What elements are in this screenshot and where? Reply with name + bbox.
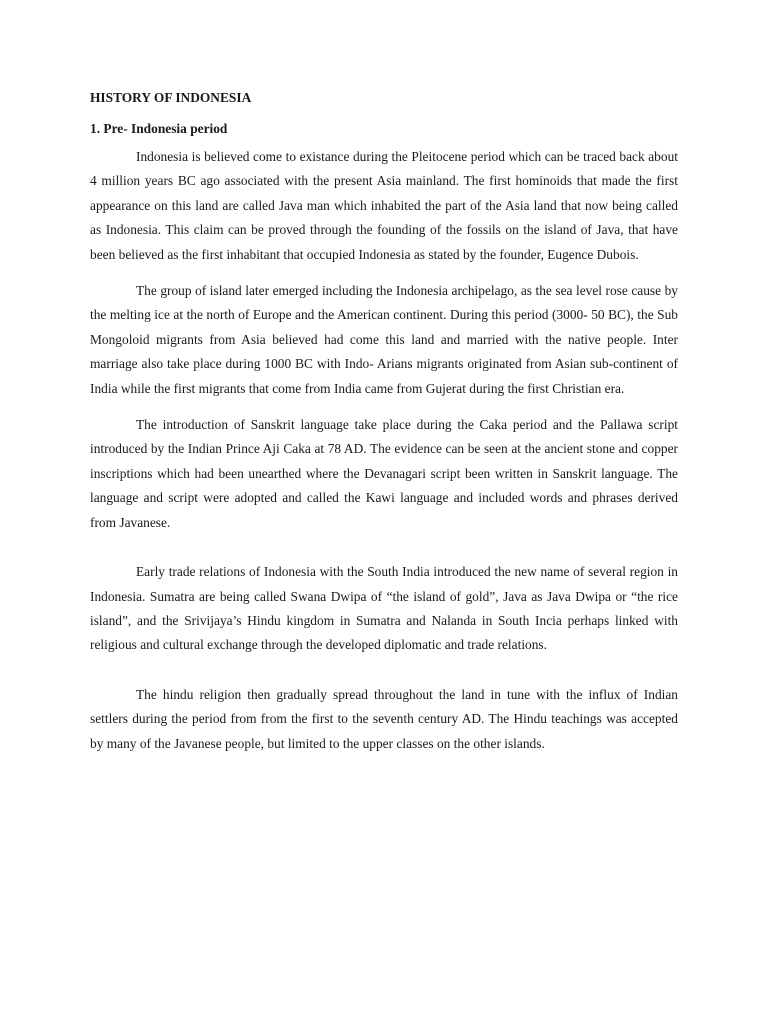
paragraph-hindu-religion: The hindu religion then gradually spread throughout the land in tune with the influx of Indian settlers during the period from from the first to the seventh century AD. The Hindu teachings was accepted by many of the Javanese people, but limited to the upper classes on the other islands. xyxy=(90,686,678,751)
paragraph-prehistory: Indonesia is believed come to existance during the Pleitocene period which can be traced back about 4 million years BC ago associated with the present Asia mainland. The first hominoids that made the first appearance on this land are called Java man which inhabited the part of the Asia land that now being called as Indonesia. This claim can be proved through the founding of the fossils on the island of Java, that have been believed as the first inhabitant that occupied Indonesia as stated by the founder, Eugence Dubois. xyxy=(90,149,678,262)
paragraph-trade-relations: Early trade relations of Indonesia with the South India introduced the new name of several region in Indonesia. Sumatra are being called Swana Dwipa of “the island of gold”, Java as Java Dwipa or “the rice island”, and the Srivijaya’s Hindu kingdom in Sumatra and Nalanda in South Incia perhaps linked with religious and cultural exchange through the developed diplomatic and trade relations. xyxy=(90,564,678,653)
section-heading: 1. Pre- Indonesia period xyxy=(90,121,228,136)
paragraph-migration: The group of island later emerged including the Indonesia archipelago, as the sea level rose cause by the melting ice at the north of Europe and the American continent. During this period (3000- 50 BC), the Sub Mongoloid migrants from Asia believed had come this land and married with the native people. Inter marriage also take place during 1000 BC with Indo- Arians migrants originated from Asian sub-continent of India while the first migrants that come from India came from Gujerat during the first Christian era. xyxy=(90,283,678,396)
document-body xyxy=(90,88,678,756)
paragraph-sanskrit: The introduction of Sanskrit language take place during the Caka period and the Pallawa script introduced by the Indian Prince Aji Caka at 78 AD. The evidence can be seen at the ancient stone and copper inscriptions which had been unearthed where the Devanagari script been written in Sanskrit language. The language and script were adopted and called the Kawi language and included words and phrases derived from Javanese. xyxy=(90,417,678,530)
document-title: HISTORY OF INDONESIA xyxy=(90,90,252,105)
